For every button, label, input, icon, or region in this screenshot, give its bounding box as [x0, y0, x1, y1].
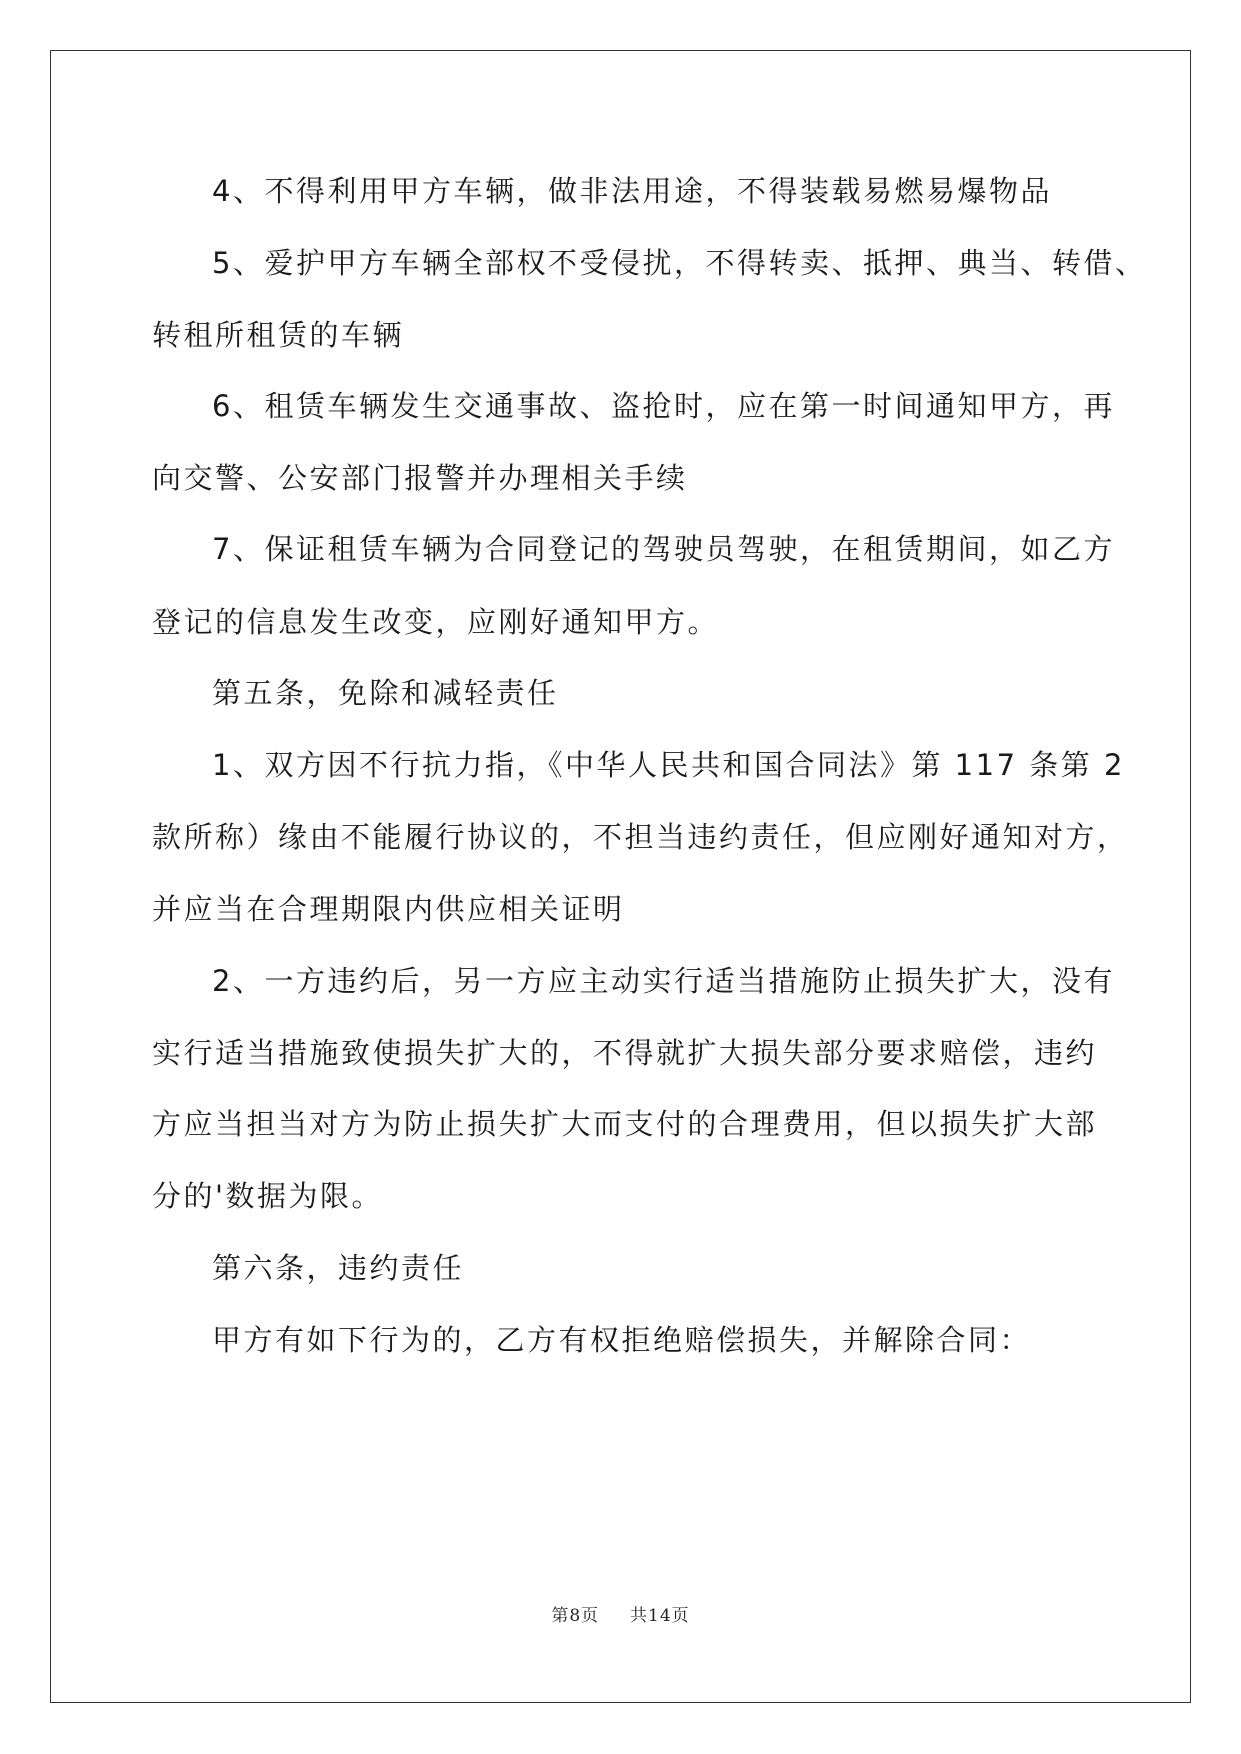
paragraph-line: 5、爱护甲方车辆全部权不受侵扰，不得转卖、抵押、典当、转借、: [212, 246, 1147, 280]
section-heading: 第六条，违约责任: [212, 1251, 465, 1285]
page-border: [50, 50, 1191, 1703]
paragraph-line: 分的'数据为限。: [152, 1179, 383, 1213]
paragraph-line: 转租所租赁的车辆: [152, 318, 405, 352]
paragraph-line: 实行适当措施致使损失扩大的，不得就扩大损失部分要求赔偿，违约: [152, 1036, 1098, 1070]
paragraph-line: 登记的信息发生改变，应刚好通知甲方。: [152, 605, 720, 639]
paragraph-line: 1、双方因不行抗力指，《中华人民共和国合同法》第 117 条第 2: [212, 748, 1125, 782]
page-total: 共14页: [630, 1606, 690, 1626]
paragraph-line: 向交警、公安部门报警并办理相关手续: [152, 461, 688, 495]
page-footer: [0, 1601, 1241, 1626]
paragraph-line: 甲方有如下行为的，乙方有权拒绝赔偿损失，并解除合同：: [212, 1323, 1032, 1357]
paragraph-line: 款所称）缘由不能履行协议的，不担当违约责任，但应刚好通知对方，: [152, 820, 1129, 854]
paragraph-line: 4、不得利用甲方车辆，做非法用途，不得装载易燃易爆物品: [212, 174, 1052, 208]
paragraph-line: 并应当在合理期限内供应相关证明: [152, 892, 625, 926]
paragraph-line: 7、保证租赁车辆为合同登记的驾驶员驾驶，在租赁期间，如乙方: [212, 532, 1115, 566]
paragraph-line: 2、一方违约后，另一方应主动实行适当措施防止损失扩大，没有: [212, 964, 1115, 998]
page-number: 第8页: [551, 1606, 600, 1626]
section-heading: 第五条，免除和减轻责任: [212, 676, 559, 710]
paragraph-line: 方应当担当对方为防止损失扩大而支付的合理费用，但以损失扩大部: [152, 1107, 1098, 1141]
paragraph-line: 6、租赁车辆发生交通事故、盗抢时，应在第一时间通知甲方，再: [212, 389, 1115, 423]
